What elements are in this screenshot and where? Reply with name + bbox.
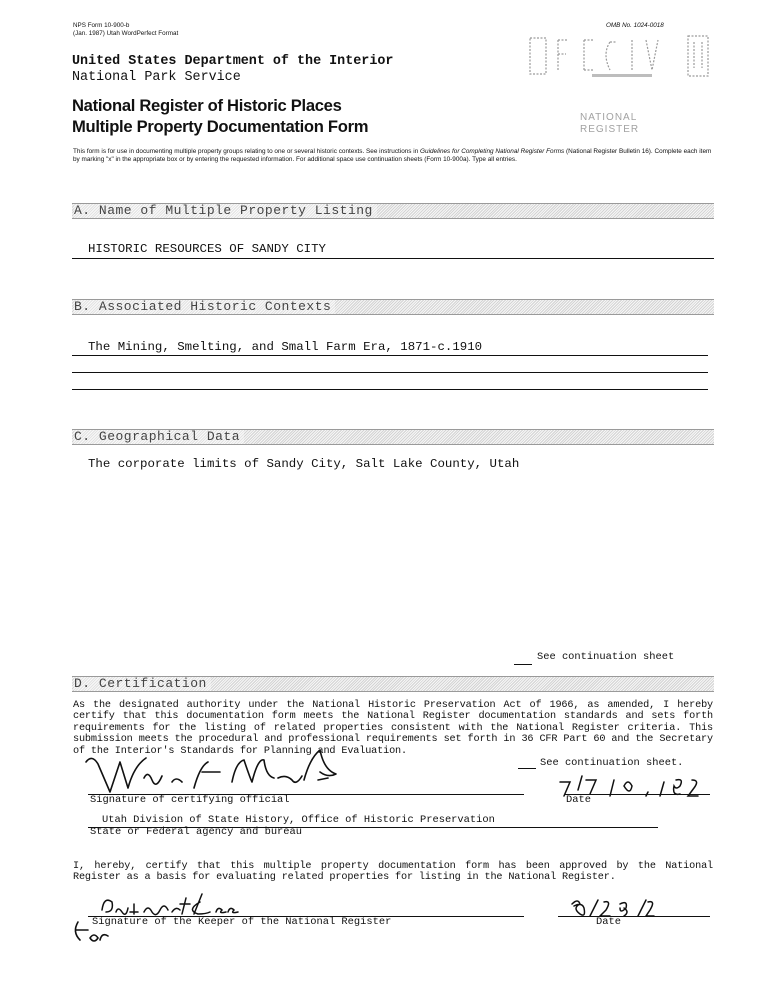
section-d-band — [72, 676, 714, 692]
section-d-continuation-label: See continuation sheet. — [540, 757, 684, 769]
received-stamp-graphic — [528, 34, 714, 84]
section-b-line-2 — [72, 372, 708, 373]
certifying-signature-graphic — [82, 748, 362, 796]
instructions-text-1: This form is for use in documenting multiple property groups relating to one or several historic contexts. See instructions in — [73, 148, 421, 155]
department-name: United States Department of the Interior — [72, 54, 394, 69]
section-d-heading: D. Certification — [74, 677, 211, 691]
geographical-data: The corporate limits of Sandy City, Salt Lake County, Utah — [88, 457, 520, 471]
service-name: National Park Service — [72, 70, 241, 85]
instructions-text-2: (National Register Bulletin 16). Complete each item by marking "x" in the appropriate box or by entering the requested information. For additional space use continuation sheets (Form 10-900a). Type all entries. — [73, 148, 712, 164]
section-b-line-1 — [72, 355, 708, 356]
stamp-national: NATIONAL — [580, 112, 638, 123]
section-b-band — [72, 299, 714, 315]
instructions-guidelines: Guidelines for Completing National Register Forms — [420, 148, 565, 155]
keeper-statement: I, hereby, certify that this multiple property documentation form has been approved by the National Register as a basis for evaluating related properties for listing in the National Register. — [73, 861, 713, 884]
form-title-line1: National Register of Historic Places — [72, 96, 342, 115]
certifying-official-signature — [82, 748, 362, 796]
certification-statement: As the designated authority under the National Historic Preservation Act of 1966, as amended, I hereby certify that this documentation form meets the National Register documentation standards and sets forth requirements for the listing of related properties consistent with the National Register criteria. This submission meets the procedural and professional requirements set forth in 36 CFR Part 60 and the Secretary of the Interior's Standards for Planning and Evaluation. — [73, 700, 713, 757]
stamp-register: REGISTER — [580, 124, 640, 135]
received-stamp — [528, 34, 714, 84]
keeper-date-line — [558, 916, 710, 917]
section-c-band — [72, 429, 714, 445]
historic-context: The Mining, Smelting, and Small Farm Era, 1871-c.1910 — [88, 340, 483, 354]
signature-label: Signature of certifying official — [90, 794, 290, 806]
section-c-continuation-blank — [514, 664, 532, 665]
form-date: (Jan. 1987) Utah WordPerfect Format — [73, 30, 179, 37]
omb-number: OMB No. 1024-0018 — [606, 22, 664, 29]
section-c-heading: C. Geographical Data — [74, 430, 244, 444]
multiple-property-name: HISTORIC RESOURCES OF SANDY CITY — [88, 242, 326, 256]
form-number: NPS Form 10-900-b — [73, 22, 130, 29]
section-a-band — [72, 203, 714, 219]
date-label: Date — [566, 794, 591, 806]
section-a-heading: A. Name of Multiple Property Listing — [74, 204, 377, 218]
section-a-line — [72, 258, 714, 259]
agency-label: State or Federal agency and bureau — [90, 826, 303, 838]
agency-name: Utah Division of State History, Office of Historic Preservation — [102, 814, 495, 826]
form-title-line2: Multiple Property Documentation Form — [72, 117, 369, 136]
instructions — [73, 148, 713, 165]
section-b-line-3 — [72, 389, 708, 390]
section-b-heading: B. Associated Historic Contexts — [74, 300, 335, 314]
keeper-date-label: Date — [596, 916, 621, 928]
section-d-continuation-blank — [518, 768, 536, 769]
keeper-label: Signature of the Keeper of the National Register — [92, 916, 392, 928]
section-c-continuation-label: See continuation sheet — [537, 651, 675, 663]
